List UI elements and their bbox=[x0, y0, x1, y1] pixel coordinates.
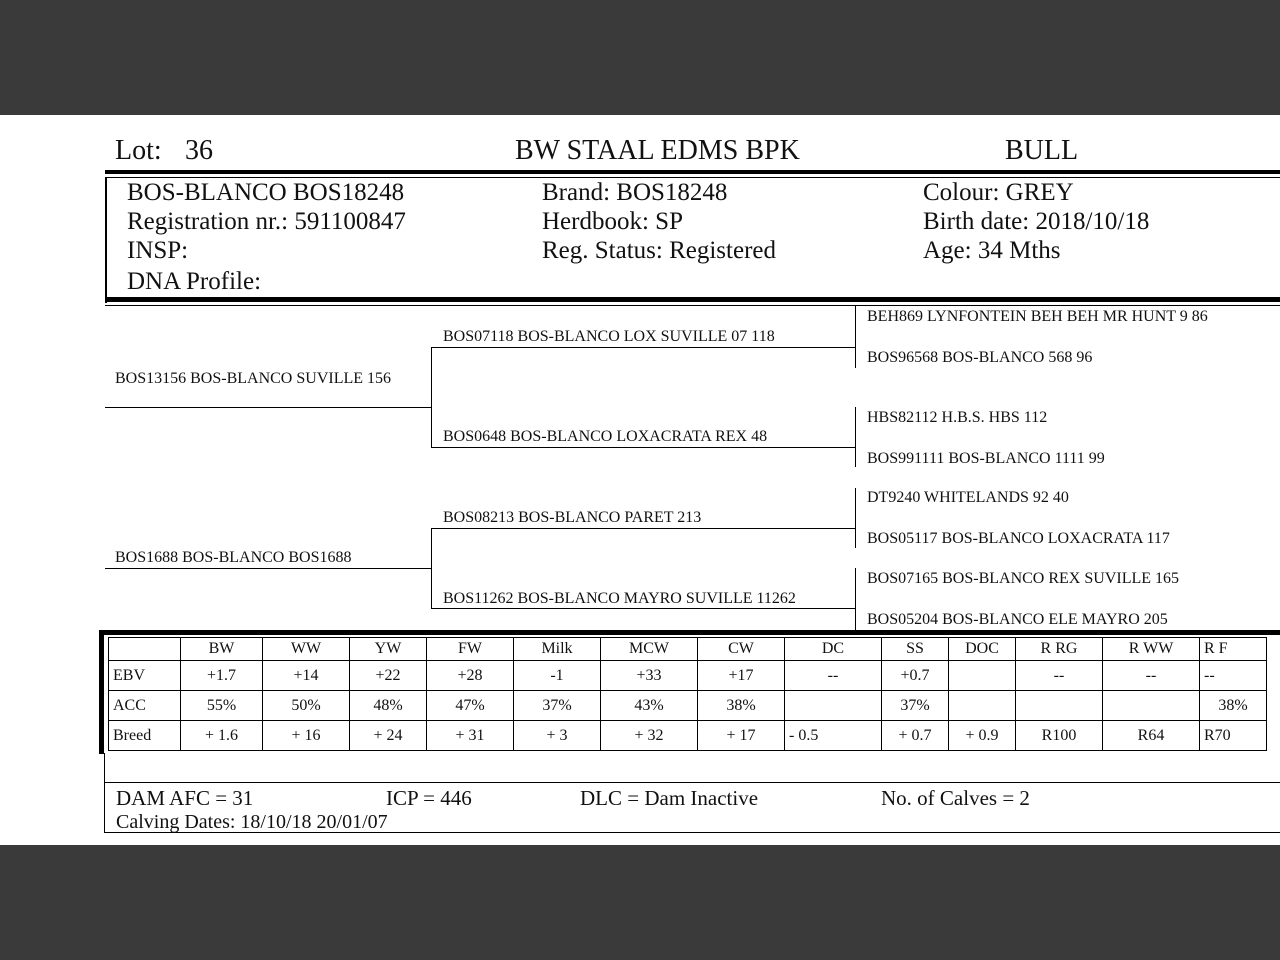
registration-number: Registration nr.: 591100847 bbox=[127, 208, 406, 235]
table-row bbox=[109, 691, 1267, 721]
table-cell: 37% bbox=[514, 691, 601, 721]
ebv-top-rule bbox=[99, 630, 1280, 635]
calving-dates: Calving Dates: 18/10/18 20/01/07 bbox=[116, 811, 388, 833]
ebv-col-milk: Milk bbox=[514, 638, 601, 661]
table-cell: + 3 bbox=[514, 721, 601, 751]
dlc-value: DLC = Dam Inactive bbox=[580, 786, 759, 810]
ebv-col-ss: SS bbox=[882, 638, 949, 661]
gen3-connector-2 bbox=[855, 407, 856, 467]
table-cell: +0.7 bbox=[882, 661, 949, 691]
insp-field: INSP: bbox=[127, 237, 189, 264]
table-cell bbox=[1103, 691, 1200, 721]
ebv-col-ww: WW bbox=[263, 638, 350, 661]
gen3-ancestor-5: DT9240 WHITELANDS 92 40 bbox=[867, 489, 1069, 506]
table-cell: -- bbox=[1103, 661, 1200, 691]
icp-value: ICP = 446 bbox=[386, 786, 472, 810]
table-cell: + 32 bbox=[601, 721, 698, 751]
table-cell: +14 bbox=[263, 661, 350, 691]
ebv-col-rf: R F bbox=[1200, 638, 1267, 661]
table-cell: - 0.5 bbox=[785, 721, 882, 751]
table-cell: R70 bbox=[1200, 721, 1267, 751]
gen3-ancestor-2: BOS96568 BOS-BLANCO 568 96 bbox=[867, 349, 1093, 366]
table-cell: +33 bbox=[601, 661, 698, 691]
row-label: EBV bbox=[109, 661, 181, 691]
gen3-ancestor-6: BOS05117 BOS-BLANCO LOXACRATA 117 bbox=[867, 530, 1170, 547]
table-cell: + 31 bbox=[427, 721, 514, 751]
table-cell: + 16 bbox=[263, 721, 350, 751]
seller-name: BW STAAL EDMS BPK bbox=[515, 135, 800, 166]
dam-sire-line bbox=[431, 528, 856, 529]
ebv-col-yw: YW bbox=[350, 638, 427, 661]
table-cell: 43% bbox=[601, 691, 698, 721]
table-cell: 47% bbox=[427, 691, 514, 721]
sire-line bbox=[105, 407, 432, 408]
ebv-table bbox=[108, 637, 1267, 751]
birth-date: Birth date: 2018/10/18 bbox=[923, 208, 1150, 235]
info-left-border bbox=[105, 177, 107, 303]
ebv-header-row bbox=[109, 638, 1267, 661]
ebv-corner-cell bbox=[109, 638, 181, 661]
ebv-col-fw: FW bbox=[427, 638, 514, 661]
dna-profile: DNA Profile: bbox=[127, 268, 262, 295]
table-cell: 55% bbox=[181, 691, 263, 721]
pedigree-sire: BOS13156 BOS-BLANCO SUVILLE 156 bbox=[115, 370, 392, 387]
table-cell: +28 bbox=[427, 661, 514, 691]
table-cell: + 24 bbox=[350, 721, 427, 751]
table-cell: R100 bbox=[1016, 721, 1103, 751]
herdbook-field: Herdbook: SP bbox=[542, 208, 683, 235]
table-cell: -1 bbox=[514, 661, 601, 691]
table-cell: -- bbox=[1016, 661, 1103, 691]
gen3-ancestor-1: BEH869 LYNFONTEIN BEH BEH MR HUNT 9 86 bbox=[867, 308, 1208, 325]
pedigree-sire-dam: BOS0648 BOS-BLANCO LOXACRATA REX 48 bbox=[443, 428, 768, 445]
lot-number: 36 bbox=[185, 135, 213, 166]
table-cell: -- bbox=[785, 661, 882, 691]
table-cell: + 17 bbox=[698, 721, 785, 751]
table-row bbox=[109, 661, 1267, 691]
info-bottom-rule-thin bbox=[105, 305, 1280, 306]
gen3-connector-4 bbox=[855, 568, 856, 630]
ebv-col-bw: BW bbox=[181, 638, 263, 661]
sire-connector bbox=[431, 347, 432, 448]
table-cell: 48% bbox=[350, 691, 427, 721]
table-cell bbox=[949, 661, 1016, 691]
table-cell: +22 bbox=[350, 661, 427, 691]
gen3-ancestor-4: BOS991111 BOS-BLANCO 1111 99 bbox=[867, 450, 1105, 467]
gen3-connector-3 bbox=[855, 488, 856, 548]
table-row bbox=[109, 721, 1267, 751]
gen3-ancestor-8: BOS05204 BOS-BLANCO ELE MAYRO 205 bbox=[867, 611, 1168, 628]
catalog-page bbox=[0, 115, 1280, 845]
animal-name: BOS-BLANCO BOS18248 bbox=[127, 179, 405, 206]
ebv-col-rrg: R RG bbox=[1016, 638, 1103, 661]
table-cell: 50% bbox=[263, 691, 350, 721]
dam-afc: DAM AFC = 31 bbox=[116, 786, 254, 810]
ebv-left-rule bbox=[99, 630, 104, 754]
dam-line bbox=[105, 568, 432, 569]
sire-sire-line bbox=[431, 347, 856, 348]
footer-left-border bbox=[104, 753, 105, 833]
table-cell: +1.7 bbox=[181, 661, 263, 691]
calves-count: No. of Calves = 2 bbox=[881, 786, 1030, 810]
ebv-col-doc: DOC bbox=[949, 638, 1016, 661]
table-cell: -- bbox=[1200, 661, 1267, 691]
table-cell: + 1.6 bbox=[181, 721, 263, 751]
gen3-ancestor-3: HBS82112 H.B.S. HBS 112 bbox=[867, 409, 1048, 426]
ebv-col-cw: CW bbox=[698, 638, 785, 661]
row-label: Breed bbox=[109, 721, 181, 751]
sire-dam-line bbox=[431, 447, 856, 448]
gen3-connector-1 bbox=[855, 306, 856, 368]
table-cell bbox=[949, 691, 1016, 721]
pedigree-dam: BOS1688 BOS-BLANCO BOS1688 bbox=[115, 549, 352, 566]
row-label: ACC bbox=[109, 691, 181, 721]
table-cell: R64 bbox=[1103, 721, 1200, 751]
gen3-ancestor-7: BOS07165 BOS-BLANCO REX SUVILLE 165 bbox=[867, 570, 1180, 587]
table-cell: 38% bbox=[698, 691, 785, 721]
table-cell: + 0.7 bbox=[882, 721, 949, 751]
table-cell: + 0.9 bbox=[949, 721, 1016, 751]
footer-top-rule bbox=[104, 782, 1280, 783]
ebv-col-dc: DC bbox=[785, 638, 882, 661]
age-field: Age: 34 Mths bbox=[923, 237, 1061, 264]
animal-type: BULL bbox=[1005, 135, 1079, 166]
table-cell bbox=[1016, 691, 1103, 721]
pedigree-dam-dam: BOS11262 BOS-BLANCO MAYRO SUVILLE 11262 bbox=[443, 590, 796, 607]
pedigree-sire-sire: BOS07118 BOS-BLANCO LOX SUVILLE 07 118 bbox=[443, 328, 775, 345]
header-rule-thin bbox=[105, 177, 1280, 178]
brand-field: Brand: BOS18248 bbox=[542, 179, 728, 206]
table-cell: +17 bbox=[698, 661, 785, 691]
colour-field: Colour: GREY bbox=[923, 179, 1074, 206]
dam-dam-line bbox=[431, 608, 856, 609]
dam-connector bbox=[431, 528, 432, 608]
lot-label: Lot: bbox=[115, 135, 162, 166]
ebv-col-mcw: MCW bbox=[601, 638, 698, 661]
pedigree-dam-sire: BOS08213 BOS-BLANCO PARET 213 bbox=[443, 509, 702, 526]
info-bottom-rule bbox=[105, 297, 1280, 302]
ebv-col-rww: R WW bbox=[1103, 638, 1200, 661]
reg-status: Reg. Status: Registered bbox=[542, 237, 776, 264]
table-cell: 37% bbox=[882, 691, 949, 721]
header-rule bbox=[105, 170, 1280, 174]
table-cell bbox=[785, 691, 882, 721]
table-cell: 38% bbox=[1200, 691, 1267, 721]
